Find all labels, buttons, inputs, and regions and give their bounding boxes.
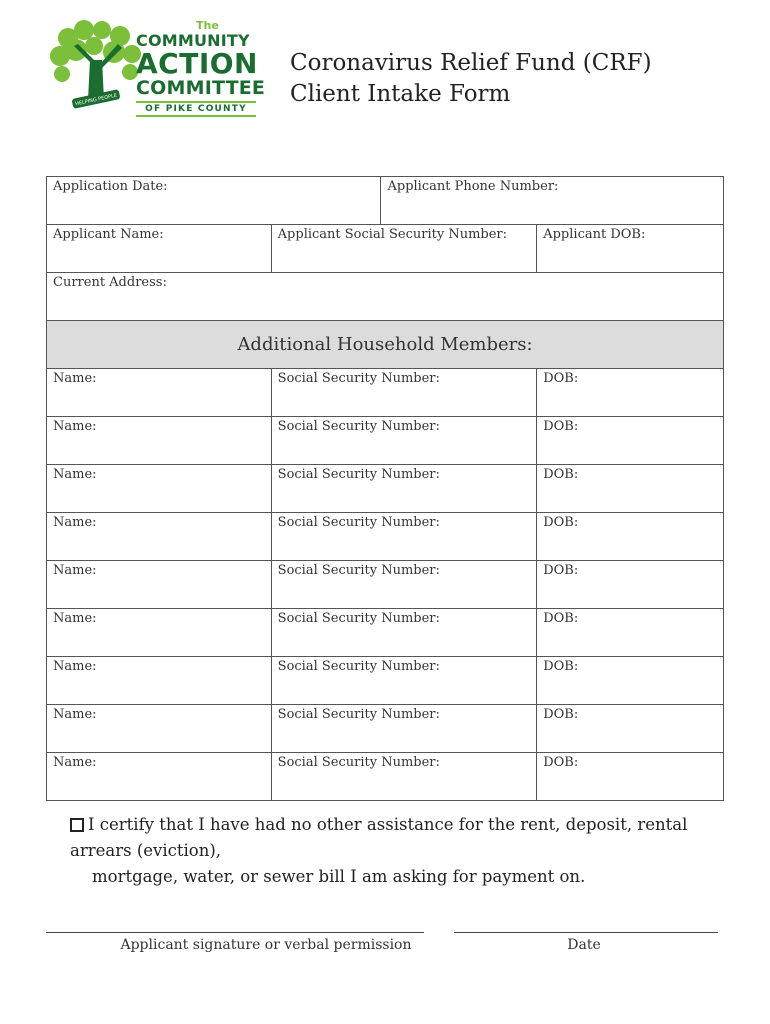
member-row xyxy=(47,465,724,513)
member-name-field[interactable]: Name: xyxy=(47,753,272,801)
applicant-signature-label: Applicant signature or verbal permission xyxy=(120,937,412,953)
member-ssn-field[interactable]: Social Security Number: xyxy=(271,513,537,561)
logo-committee: COMMITTEE xyxy=(136,77,266,99)
member-row xyxy=(47,609,724,657)
member-dob-field[interactable]: DOB: xyxy=(537,561,724,609)
intake-form-table xyxy=(46,176,724,801)
certify-checkbox[interactable] xyxy=(70,818,84,832)
logo-pike-county: OF PIKE COUNTY xyxy=(136,101,256,117)
member-dob-field[interactable]: DOB: xyxy=(537,369,724,417)
member-dob-field[interactable]: DOB: xyxy=(537,657,724,705)
applicant-ssn-field[interactable]: Applicant Social Security Number: xyxy=(271,225,537,273)
household-members-header: Additional Household Members: xyxy=(47,321,724,369)
member-ssn-field[interactable]: Social Security Number: xyxy=(271,609,537,657)
member-ssn-field[interactable]: Social Security Number: xyxy=(271,465,537,513)
applicant-dob-field[interactable]: Applicant DOB: xyxy=(537,225,724,273)
member-ssn-field[interactable]: Social Security Number: xyxy=(271,561,537,609)
member-row xyxy=(47,513,724,561)
logo-the: The xyxy=(196,19,219,32)
member-ssn-field[interactable]: Social Security Number: xyxy=(271,753,537,801)
application-date-field[interactable]: Application Date: xyxy=(47,177,381,225)
member-name-field[interactable]: Name: xyxy=(47,369,272,417)
member-ssn-field[interactable]: Social Security Number: xyxy=(271,705,537,753)
member-row xyxy=(47,561,724,609)
member-dob-field[interactable]: DOB: xyxy=(537,753,724,801)
member-dob-field[interactable]: DOB: xyxy=(537,705,724,753)
member-name-field[interactable]: Name: xyxy=(47,513,272,561)
organization-logo xyxy=(48,20,278,120)
applicant-signature-line[interactable] xyxy=(46,932,424,933)
member-dob-field[interactable]: DOB: xyxy=(537,465,724,513)
member-dob-field[interactable]: DOB: xyxy=(537,417,724,465)
member-ssn-field[interactable]: Social Security Number: xyxy=(271,369,537,417)
member-name-field[interactable]: Name: xyxy=(47,561,272,609)
applicant-name-field[interactable]: Applicant Name: xyxy=(47,225,272,273)
member-dob-field[interactable]: DOB: xyxy=(537,513,724,561)
form-title xyxy=(290,48,652,110)
applicant-phone-field[interactable]: Applicant Phone Number: xyxy=(381,177,724,225)
certify-text-line2: mortgage, water, or sewer bill I am asking for payment on. xyxy=(92,867,586,886)
tree-logo-icon xyxy=(48,20,144,116)
current-address-field[interactable]: Current Address: xyxy=(47,273,724,321)
member-ssn-field[interactable]: Social Security Number: xyxy=(271,417,537,465)
member-row xyxy=(47,369,724,417)
member-name-field[interactable]: Name: xyxy=(47,657,272,705)
form-title-line1: Coronavirus Relief Fund (CRF) xyxy=(290,50,652,76)
member-name-field[interactable]: Name: xyxy=(47,465,272,513)
form-title-line2: Client Intake Form xyxy=(290,81,511,107)
member-row xyxy=(47,753,724,801)
logo-community: COMMUNITY xyxy=(136,31,250,50)
logo-action: ACTION xyxy=(136,47,258,80)
member-name-field[interactable]: Name: xyxy=(47,705,272,753)
member-name-field[interactable]: Name: xyxy=(47,609,272,657)
svg-text:HELPING PEOPLE: HELPING PEOPLE xyxy=(74,92,118,108)
certification-statement xyxy=(70,812,730,890)
member-row xyxy=(47,705,724,753)
date-label: Date xyxy=(567,937,601,953)
member-dob-field[interactable]: DOB: xyxy=(537,609,724,657)
member-row xyxy=(47,657,724,705)
member-ssn-field[interactable]: Social Security Number: xyxy=(271,657,537,705)
member-name-field[interactable]: Name: xyxy=(47,417,272,465)
member-row xyxy=(47,417,724,465)
date-signature-line[interactable] xyxy=(454,932,718,933)
certify-text-line1: I certify that I have had no other assistance for the rent, deposit, rental arrears (eviction), xyxy=(70,815,688,860)
